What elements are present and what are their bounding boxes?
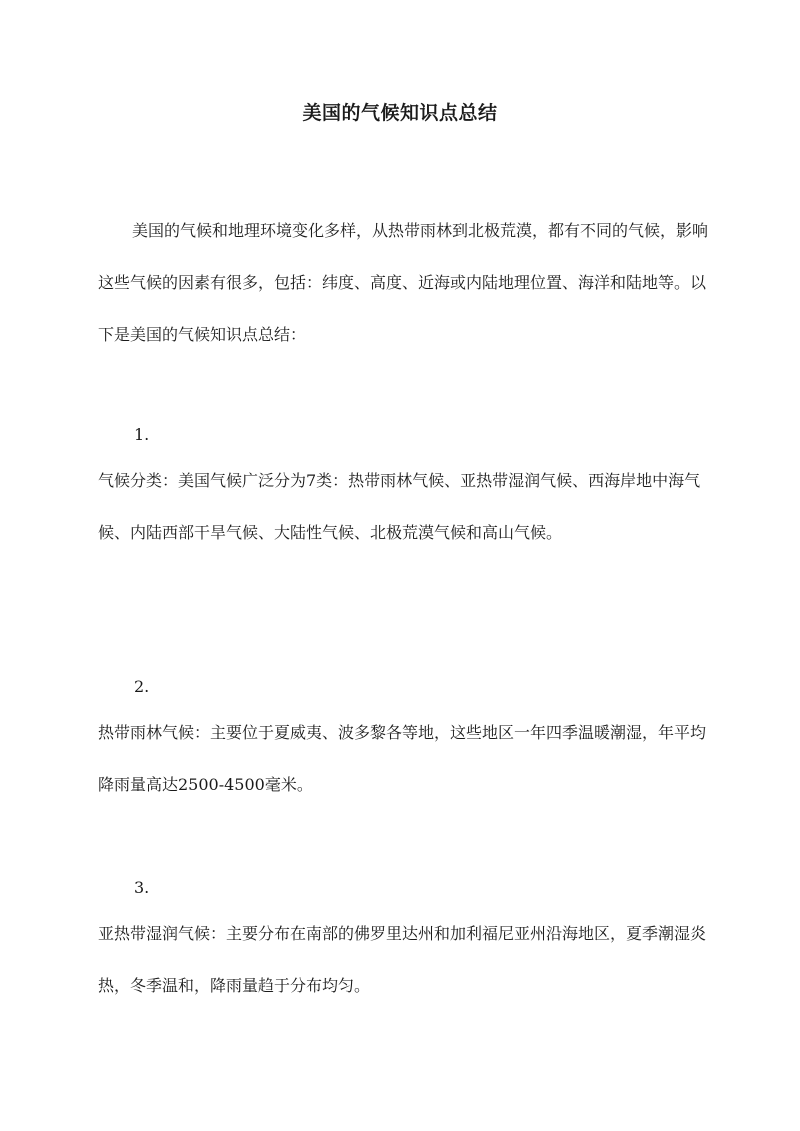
section-number: 1.: [134, 425, 150, 444]
document-title: 美国的气候知识点总结: [302, 102, 498, 124]
section-paragraph: 亚热带湿润气候：主要分布在南部的佛罗里达州和加利福尼亚州沿海地区，夏季潮湿炎热，冬季温和，降雨量趋于分布均匀。: [98, 924, 707, 995]
section-number: 2.: [134, 677, 150, 696]
section-paragraph: 热带雨林气候：主要位于夏威夷、波多黎各等地，这些地区一年四季温暖潮湿，年平均降雨量高达2500-4500毫米。: [98, 723, 707, 794]
section-number: 3.: [134, 878, 150, 897]
intro-paragraph: 美国的气候和地理环境变化多样，从热带雨林到北极荒漠，都有不同的气候，影响这些气候的因素有很多，包括：纬度、高度、近海或内陆地理位置、海洋和陆地等。以下是美国的气候知识点总结：: [98, 221, 709, 344]
section-paragraph: 气候分类：美国气候广泛分为7类：热带雨林气候、亚热带湿润气候、西海岸地中海气候、内陆西部干旱气候、大陆性气候、北极荒漠气候和高山气候。: [98, 471, 701, 542]
